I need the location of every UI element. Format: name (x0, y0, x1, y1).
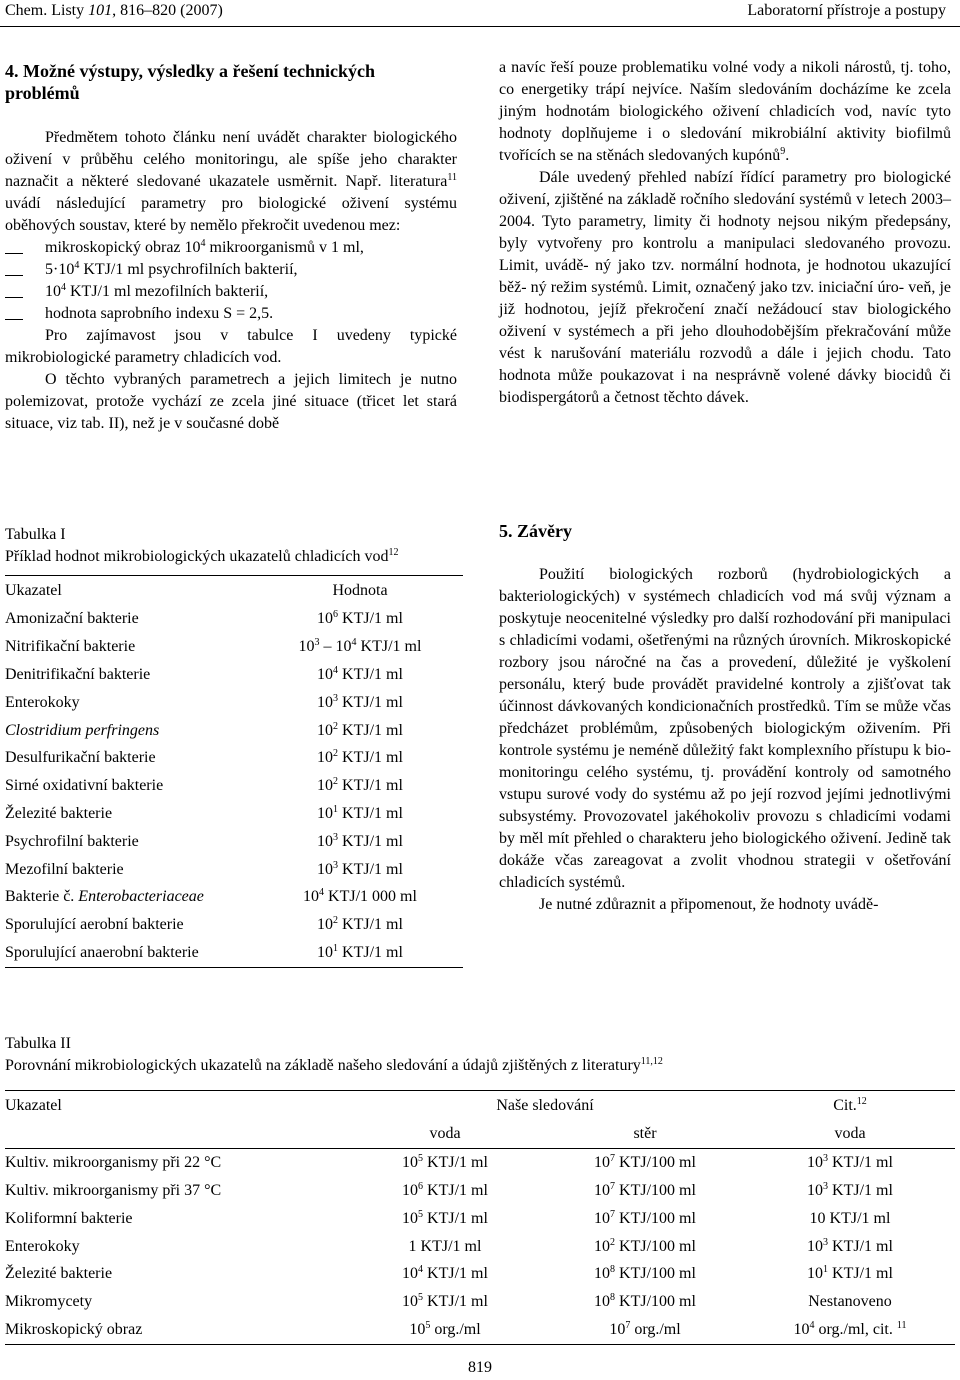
table-row (5, 633, 463, 661)
table-1-label: Tabulka I (5, 526, 66, 543)
table-row (5, 1316, 955, 1344)
indicator-value: $10^7$ KTJ/100 ml (594, 1208, 696, 1227)
indicator-value: $10^3$ KTJ/1 ml (317, 831, 403, 850)
table-2-caption: Porovnání mikrobiologických ukazatelů na základě našeho sledování a údajů zjištěných z literatury$^{11,12}$ (5, 1056, 663, 1074)
indicator-value: $10^2$ KTJ/1 ml (317, 720, 403, 739)
table-row (5, 717, 463, 745)
indicator-value: $10^8$ KTJ/100 ml (594, 1292, 696, 1311)
indicator-name: Mikroskopický obraz (5, 1320, 143, 1338)
indicator-name: Mikromycety (5, 1293, 93, 1311)
section-5-title: 5. Závěry (499, 521, 572, 541)
table-2-subheader-water-cit: voda (834, 1125, 866, 1143)
indicator-value: $10^4$ KTJ/1 000 ml (303, 887, 417, 906)
table-2-header-cit: Cit.$^{12}$ (833, 1095, 867, 1114)
indicator-value: $10^2$ KTJ/100 ml (594, 1236, 696, 1255)
indicator-value: $10^8$ KTJ/100 ml (594, 1264, 696, 1283)
list-item-text: $10^4$ KTJ/1 ml mezofilních bakterií, (45, 282, 269, 300)
indicator-value: $10^5$ org./ml (409, 1319, 481, 1338)
dash-bullet (5, 237, 45, 259)
dash-bullet (5, 281, 45, 303)
indicator-name: Sporulující anaerobní bakterie (5, 943, 199, 961)
indicator-name: Kultiv. mikroorganismy při 37 °C (5, 1181, 222, 1199)
table-row (5, 1260, 955, 1288)
table-row (5, 744, 463, 772)
table-row (5, 939, 463, 967)
list-item (5, 281, 457, 303)
indicator-value: $10^3$ KTJ/1 ml (317, 859, 403, 878)
paragraph: Předmětem tohoto článku není uvádět charakter biologického oživení v průběhu celého monitoringu, ale spíše jeho charakter naznačit a některé sledované ukazatele usměrnit. Např. literatura$^{11}$ uvádí následující parametry pro biologické oživení systému oběhových soustav, které by nemělo překročit uvedenou mez: (5, 129, 457, 234)
indicator-value: $10^3$ KTJ/1 ml (807, 1153, 893, 1172)
table-row (5, 661, 463, 689)
indicator-value: $10^4$ KTJ/1 ml (402, 1264, 488, 1283)
indicator-name: Sirné oxidativní bakterie (5, 777, 164, 795)
table-2 (5, 1033, 955, 1345)
table-row (5, 856, 463, 884)
table-2-header-indicator: Ukazatel (5, 1096, 62, 1114)
indicator-name: Kultiv. mikroorganismy při 22 °C (5, 1154, 222, 1172)
indicator-value: $10^5$ KTJ/1 ml (402, 1292, 488, 1311)
indicator-value: $10^6$ KTJ/1 ml (317, 609, 403, 628)
indicator-value: $10^7$ KTJ/100 ml (594, 1180, 696, 1199)
indicator-name: Mezofilní bakterie (5, 860, 124, 878)
indicator-value: $10^7$ KTJ/100 ml (594, 1153, 696, 1172)
paragraph: Pro zajímavost jsou v tabulce I uvedeny typické mikrobiologické parametry chladicích vod. (5, 327, 457, 366)
section-4-continued (499, 57, 951, 409)
paragraph: a navíc řeší pouze problematiku volné vody a nikoli nárostů, tj. toho, co energetiky trápí nejvíce. Naším sledováním docházíme ke zcela jiným hodnotám biologického oživení chladicích vod, navíc tyto hodnoty doplňujeme i o sledování mikrobiální aktivity biofilmů tvořících se na stěnách sledovaných kupónů$^9$. (499, 59, 951, 164)
indicator-value: $10^6$ KTJ/1 ml (402, 1180, 488, 1199)
table-2-subheader-swab: stěr (633, 1125, 657, 1143)
indicator-name: Enterokoky (5, 693, 80, 711)
indicator-value: $10^1$ KTJ/1 ml (807, 1264, 893, 1283)
indicator-value: 10 KTJ/1 ml (809, 1209, 891, 1227)
indicator-value: $10^1$ KTJ/1 ml (317, 803, 403, 822)
indicator-value: $10^3$ KTJ/1 ml (317, 692, 403, 711)
indicator-name: Clostridium perfringens (5, 721, 160, 739)
table-row (5, 606, 463, 634)
dash-bullet (5, 259, 45, 281)
indicator-value: $10^1$ KTJ/1 ml (317, 942, 403, 961)
table-1-grid (5, 575, 463, 968)
indicator-value: $10^4$ org./ml, cit. $^{11}$ (793, 1319, 907, 1338)
table-2-grid (5, 1090, 955, 1345)
table-2-subheader-water: voda (429, 1125, 461, 1143)
list-item (5, 237, 457, 259)
indicator-value: $10^3$ KTJ/1 ml (807, 1180, 893, 1199)
indicator-name: Enterokoky (5, 1237, 80, 1255)
section-category: Laboratorní přístroje a postupy (747, 2, 946, 19)
paragraph: Je nutné zdůraznit a připomenout, že hodnoty uvádě- (539, 896, 879, 913)
indicator-name: Denitrifikační bakterie (5, 665, 151, 683)
list-item (5, 303, 457, 325)
table-row (5, 1288, 955, 1316)
header-rule (0, 26, 960, 27)
table-1-caption: Příklad hodnot mikrobiologických ukazatelů chladicích vod$^{12}$ (5, 547, 399, 565)
indicator-value: $10^4$ KTJ/1 ml (317, 664, 403, 683)
table-row (5, 1205, 955, 1233)
list-item (5, 259, 457, 281)
indicator-name: Koliformní bakterie (5, 1209, 133, 1227)
indicator-name: Bakterie č. Enterobacteriaceae (5, 888, 204, 906)
table-1-header-indicator: Ukazatel (5, 581, 62, 599)
indicator-value: Nestanoveno (808, 1293, 892, 1311)
table-row (5, 1177, 955, 1205)
table-1 (5, 524, 463, 968)
indicator-value: $10^2$ KTJ/1 ml (317, 776, 403, 795)
indicator-value: $10^7$ org./ml (609, 1319, 681, 1338)
table-row (5, 828, 463, 856)
table-1-header-value: Hodnota (332, 581, 388, 599)
indicator-value: $10^5$ KTJ/1 ml (402, 1208, 488, 1227)
table-row (5, 689, 463, 717)
paragraph: Dále uvedený přehled nabízí řídící parametry pro biologické oživení, zjištěné na základě ročního sledování systémů v letech 2003–2004. Tyto parametry, limity či hodnoty nejsou nikým předepsány, byly vytvořeny pro kontrolu a manipulaci sledovaného provozu. Limit, uvádě- ný jako tzv. normální hodnota, je hodnotou ukazující běž- ný režim systémů. Limit, označený jako tzv. iniciační úro- veň, je již hodnotou, jejíž překročení značí nežádoucí stav biologického oživení v systémech a při jeho dlouhodobějším překračování může vést k narušování materiálu rozvodů a dále i jejich chodu. Tato hodnota může poukazovat i na nesprávně volené dávky biocidů či biodispergátorů a četnost těchto dávek. (499, 169, 951, 406)
indicator-name: Desulfurikační bakterie (5, 749, 156, 767)
paragraph: Použití biologických rozborů (hydrobiologických a bakteriologických) v systémech chladicích vod má svůj význam a poskytuje neocenitelné výsledky pro další rozhodování při manipulaci s chladicími vodami, ošetřenými na různých úrovních. Mikroskopické rozbory jsou náročné na čas a provedení, důležité je vyškolení personálu, který bude provádět pravidelné kontroly a zjišťovat tak účinnost dávkovaných kondicionačních prostředků. Tím se může včas předcházet problémům, způsobených biologickým oživením. Při kontrole systému je neméně důležitý fakt komplexního přístupu k bio-monitoringu celého systému, tj. provádění kontroly od samotného vstupu surové vody do systému až po její rozvod jejími jednotlivými subsystémy. Provozovatel jakéhokoliv provozu s chladicími vodami by měl mít přehled o charakteru jeho biologického oživení. Jedině tak dokáže včas zareagovat a zvolit vhodnou strategii v ošetřování chladicích systémů. (499, 566, 951, 891)
section-4-title: 4. Možné výstupy, výsledky a řešení technických problémů (5, 61, 376, 103)
list-item-text: hodnota saprobního indexu S = 2,5. (45, 305, 274, 322)
table-row (5, 1149, 955, 1177)
table-2-label: Tabulka II (5, 1035, 71, 1052)
indicator-name: Sporulující aerobní bakterie (5, 916, 184, 934)
table-row (5, 1233, 955, 1261)
section-4 (5, 60, 457, 435)
dash-bullet (5, 303, 45, 325)
table-row (5, 772, 463, 800)
list-item-text: mikroskopický obraz $10^4$ mikroorganismů v 1 ml, (45, 238, 364, 256)
indicator-value: $10^3$ KTJ/1 ml (807, 1236, 893, 1255)
table-row (5, 883, 463, 911)
journal-citation: Chem. Listy 101, 816–820 (2007) (5, 2, 223, 19)
table-row (5, 800, 463, 828)
indicator-name: Železité bakterie (5, 1265, 113, 1283)
indicator-value: $10^2$ KTJ/1 ml (317, 915, 403, 934)
indicator-name: Železité bakterie (5, 804, 113, 822)
page-number: 819 (468, 1359, 492, 1376)
section-5 (499, 520, 951, 916)
indicator-name: Psychrofilní bakterie (5, 832, 139, 850)
list-item-text: $5\cdot 10^4$ KTJ/1 ml psychrofilních bakterií, (45, 260, 298, 278)
indicator-name: Nitrifikační bakterie (5, 638, 136, 656)
paragraph: O těchto vybraných parametrech a jejich limitech je nutno polemizovat, protože vychází ze zcela jiné situace (třicet let stará situace, viz tab. II), než je v současné době (5, 371, 457, 432)
table-2-header-own: Naše sledování (496, 1096, 594, 1114)
indicator-value: $10^3 - 10^4$ KTJ/1 ml (298, 637, 422, 656)
indicator-value: 1 KTJ/1 ml (408, 1237, 482, 1255)
indicator-value: $10^2$ KTJ/1 ml (317, 748, 403, 767)
indicator-value: $10^5$ KTJ/1 ml (402, 1153, 488, 1172)
indicator-name: Amonizační bakterie (5, 610, 139, 628)
limits-list (5, 237, 457, 325)
table-row (5, 911, 463, 939)
